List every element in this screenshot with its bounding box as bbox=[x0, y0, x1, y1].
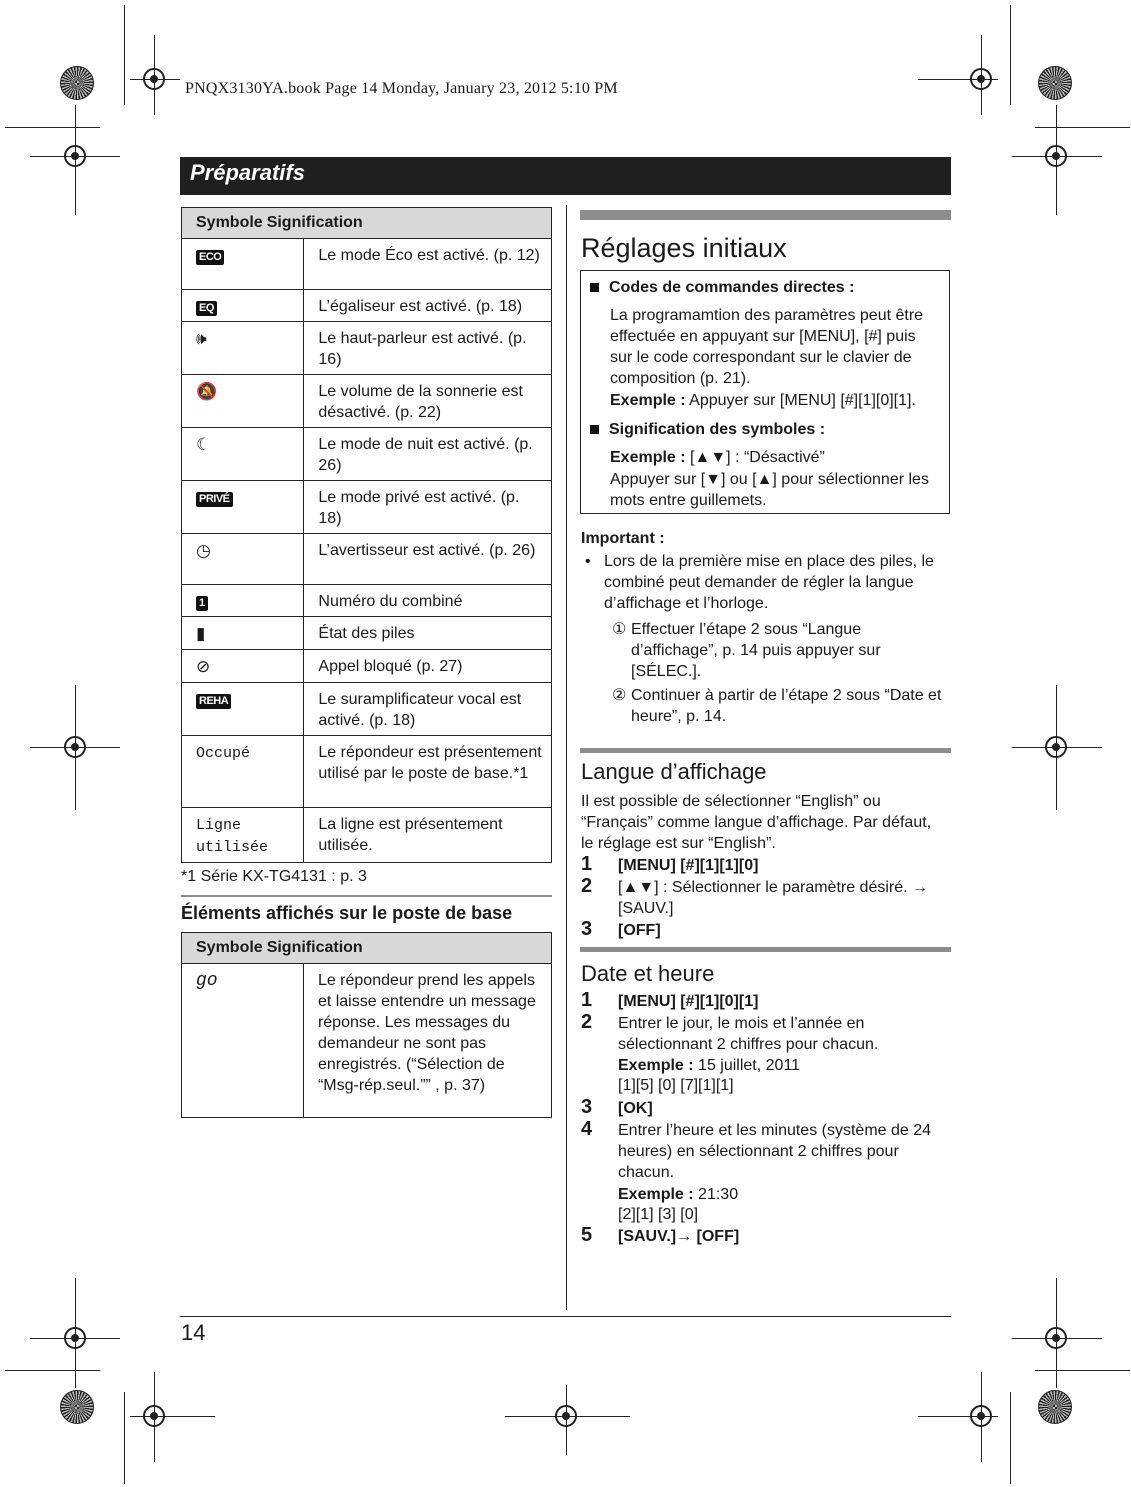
footer-rule bbox=[180, 1316, 951, 1317]
table-row bbox=[182, 239, 552, 290]
row-meaning: Le répondeur prend les appels et laisse entendre un message réponse. Les messages du demandeur ne sont pas enregistrés. (“Sélection de “Msg-rép.seul.”” , p. 37) bbox=[303, 964, 551, 1118]
date-example: Exemple : 15 juillet, 2011 bbox=[618, 1057, 801, 1074]
bullet-square-icon bbox=[590, 425, 599, 434]
crop-mark bbox=[1035, 1370, 1130, 1371]
direct-codes-text: La programamtion des paramètres peut être effectuée en appuyant sur [MENU], [#] puis sur le code correspondant sur le clavier de composition (p. 21). bbox=[610, 307, 924, 387]
table-header bbox=[182, 208, 552, 239]
table-row bbox=[182, 964, 552, 1118]
langue-step: [OFF] bbox=[618, 922, 661, 939]
display-text: Ligne utilisée bbox=[196, 817, 269, 856]
date-step: Entrer l’heure et les minutes (système de 24 heures) en sélectionnant 2 chiffres pour chacun. bbox=[618, 1122, 932, 1181]
bullet-square-icon bbox=[590, 283, 599, 292]
crop-mark bbox=[124, 5, 125, 105]
direct-codes-title: Codes de commandes directes : bbox=[590, 277, 854, 298]
header-meaning: Signification bbox=[266, 214, 363, 231]
header-symbol: Symbole bbox=[196, 214, 263, 231]
table-row bbox=[182, 534, 552, 585]
row-meaning: Le mode de nuit est activé. (p. 26) bbox=[304, 428, 552, 481]
step-number: 3 bbox=[581, 1096, 593, 1118]
crop-mark bbox=[124, 1392, 125, 1484]
handset-number-icon: 1 bbox=[196, 596, 208, 611]
step-marker: ① bbox=[612, 621, 627, 638]
heading-bar bbox=[580, 748, 951, 753]
base-symbol-table bbox=[181, 932, 552, 1118]
step-number: 5 bbox=[581, 1224, 593, 1246]
table-row bbox=[182, 428, 552, 481]
date-step: [SAUV.]→ [OFF] bbox=[618, 1228, 740, 1245]
table-row bbox=[182, 375, 552, 428]
file-header: PNQX3130YA.book Page 14 Monday, January 23, 2012 5:10 PM bbox=[185, 80, 618, 97]
alarm-icon: ◷ bbox=[196, 541, 211, 560]
row-meaning: Le mode privé est activé. (p. 18) bbox=[304, 481, 552, 534]
row-meaning: Le suramplificateur vocal est activé. (p. 18) bbox=[304, 683, 552, 736]
table-row bbox=[182, 808, 552, 863]
display-text: Occupé bbox=[196, 745, 251, 762]
crop-mark bbox=[5, 127, 100, 128]
equalizer-icon: EQ bbox=[196, 301, 217, 316]
row-meaning: Numéro du combiné bbox=[304, 585, 552, 617]
row-meaning: L’avertisseur est activé. (p. 26) bbox=[304, 534, 552, 585]
speaker-icon: 🕪 bbox=[196, 329, 207, 348]
table-row bbox=[182, 290, 552, 322]
heading-date: Date et heure bbox=[581, 961, 715, 986]
time-keys: [2][1] [3] [0] bbox=[618, 1206, 699, 1223]
date-step: [MENU] [#][1][0][1] bbox=[618, 993, 759, 1010]
column-divider bbox=[566, 205, 567, 1310]
row-meaning: Le haut-parleur est activé. (p. 16) bbox=[304, 322, 552, 375]
step-number: 2 bbox=[581, 1011, 593, 1033]
row-meaning: L’égaliseur est activé. (p. 18) bbox=[304, 290, 552, 322]
crop-mark bbox=[1010, 1392, 1011, 1484]
date-step: Entrer le jour, le mois et l’année en sélectionnant 2 chiffres pour chacun. bbox=[618, 1015, 879, 1053]
step-marker: ② bbox=[612, 687, 627, 704]
battery-icon: ▮ bbox=[196, 624, 206, 643]
bullet-dot-icon: • bbox=[585, 553, 591, 570]
table-row bbox=[182, 481, 552, 534]
heading-reglages: Réglages initiaux bbox=[581, 233, 787, 263]
important-label: Important : bbox=[581, 530, 665, 547]
step-number: 1 bbox=[581, 853, 593, 875]
call-block-icon: ⊘ bbox=[196, 657, 211, 676]
color-wheel-icon bbox=[1038, 1390, 1072, 1424]
important-step: Effectuer l’étape 2 sous “Langue d’affichage”, p. 14 puis appuyer sur [SÉLEC.]. bbox=[631, 621, 881, 680]
symbol-table bbox=[181, 207, 552, 863]
symbols-example: Exemple : [▲▼] : “Désactivé” bbox=[610, 449, 825, 466]
color-wheel-icon bbox=[60, 66, 94, 100]
table-row bbox=[182, 650, 552, 683]
page-number: 14 bbox=[181, 1320, 206, 1345]
step-number: 1 bbox=[581, 989, 593, 1011]
date-keys: [1][5] [0] [7][1][1] bbox=[618, 1077, 734, 1094]
color-wheel-icon bbox=[60, 1390, 94, 1424]
step-number: 4 bbox=[581, 1118, 593, 1140]
heading-bar bbox=[580, 210, 951, 220]
header-symbol: Symbole bbox=[196, 939, 263, 956]
row-meaning: Le mode Éco est activé. (p. 12) bbox=[304, 239, 552, 290]
divider bbox=[181, 895, 552, 897]
heading-bar bbox=[580, 947, 951, 952]
langue-step: [MENU] [#][1][1][0] bbox=[618, 857, 759, 874]
eco-icon: ECO bbox=[196, 250, 224, 265]
table-row bbox=[182, 585, 552, 617]
row-meaning: État des piles bbox=[304, 617, 552, 650]
crop-mark bbox=[1035, 127, 1130, 128]
row-meaning: Le volume de la sonnerie est désactivé. (p. 22) bbox=[304, 375, 552, 428]
row-meaning: Le répondeur est présentement utilisé par le poste de base.*1 bbox=[304, 736, 552, 808]
row-meaning: Appel bloqué (p. 27) bbox=[304, 650, 552, 683]
langue-step: [▲▼] : Sélectionner le paramètre désiré. → [SAUV.] bbox=[618, 879, 929, 917]
langue-intro: Il est possible de sélectionner “English” ou “Français” comme langue d’affichage. Par défaut, le réglage est sur “English”. bbox=[581, 793, 932, 852]
table-row bbox=[182, 322, 552, 375]
date-step: [OK] bbox=[618, 1100, 653, 1117]
header-meaning: Signification bbox=[266, 939, 363, 956]
voice-booster-icon: REHA bbox=[196, 694, 231, 709]
crop-mark bbox=[1010, 5, 1011, 105]
time-example: Exemple : 21:30 bbox=[618, 1186, 739, 1203]
important-text: Lors de la première mise en place des piles, le combiné peut demander de régler la langue d’affichage et l’horloge. bbox=[604, 553, 934, 612]
base-heading: Éléments affichés sur le poste de base bbox=[181, 903, 513, 923]
footnote: *1 Série KX-TG4131 : p. 3 bbox=[181, 868, 367, 885]
table-header bbox=[182, 933, 552, 964]
color-wheel-icon bbox=[1038, 66, 1072, 100]
ringer-off-icon: 🔕 bbox=[196, 382, 218, 401]
section-title: Préparatifs bbox=[190, 160, 305, 185]
direct-codes-example: Exemple : Appuyer sur [MENU] [#][1][0][1]. bbox=[610, 392, 916, 409]
privacy-icon: PRIVÉ bbox=[196, 492, 233, 507]
row-meaning: La ligne est présentement utilisée. bbox=[304, 808, 552, 863]
symbols-title: Signification des symboles : bbox=[590, 419, 825, 440]
segment-display-icon: go bbox=[196, 971, 218, 991]
step-number: 3 bbox=[581, 918, 593, 940]
heading-langue: Langue d’affichage bbox=[581, 759, 767, 784]
table-row bbox=[182, 736, 552, 808]
symbols-text: Appuyer sur [▼] ou [▲] pour sélectionner les mots entre guillemets. bbox=[610, 471, 929, 509]
step-number: 2 bbox=[581, 875, 593, 897]
crop-mark bbox=[5, 1370, 100, 1371]
night-mode-icon: ☾ bbox=[196, 435, 212, 454]
table-row bbox=[182, 683, 552, 736]
table-row bbox=[182, 617, 552, 650]
important-step: Continuer à partir de l’étape 2 sous “Date et heure”, p. 14. bbox=[631, 687, 942, 725]
